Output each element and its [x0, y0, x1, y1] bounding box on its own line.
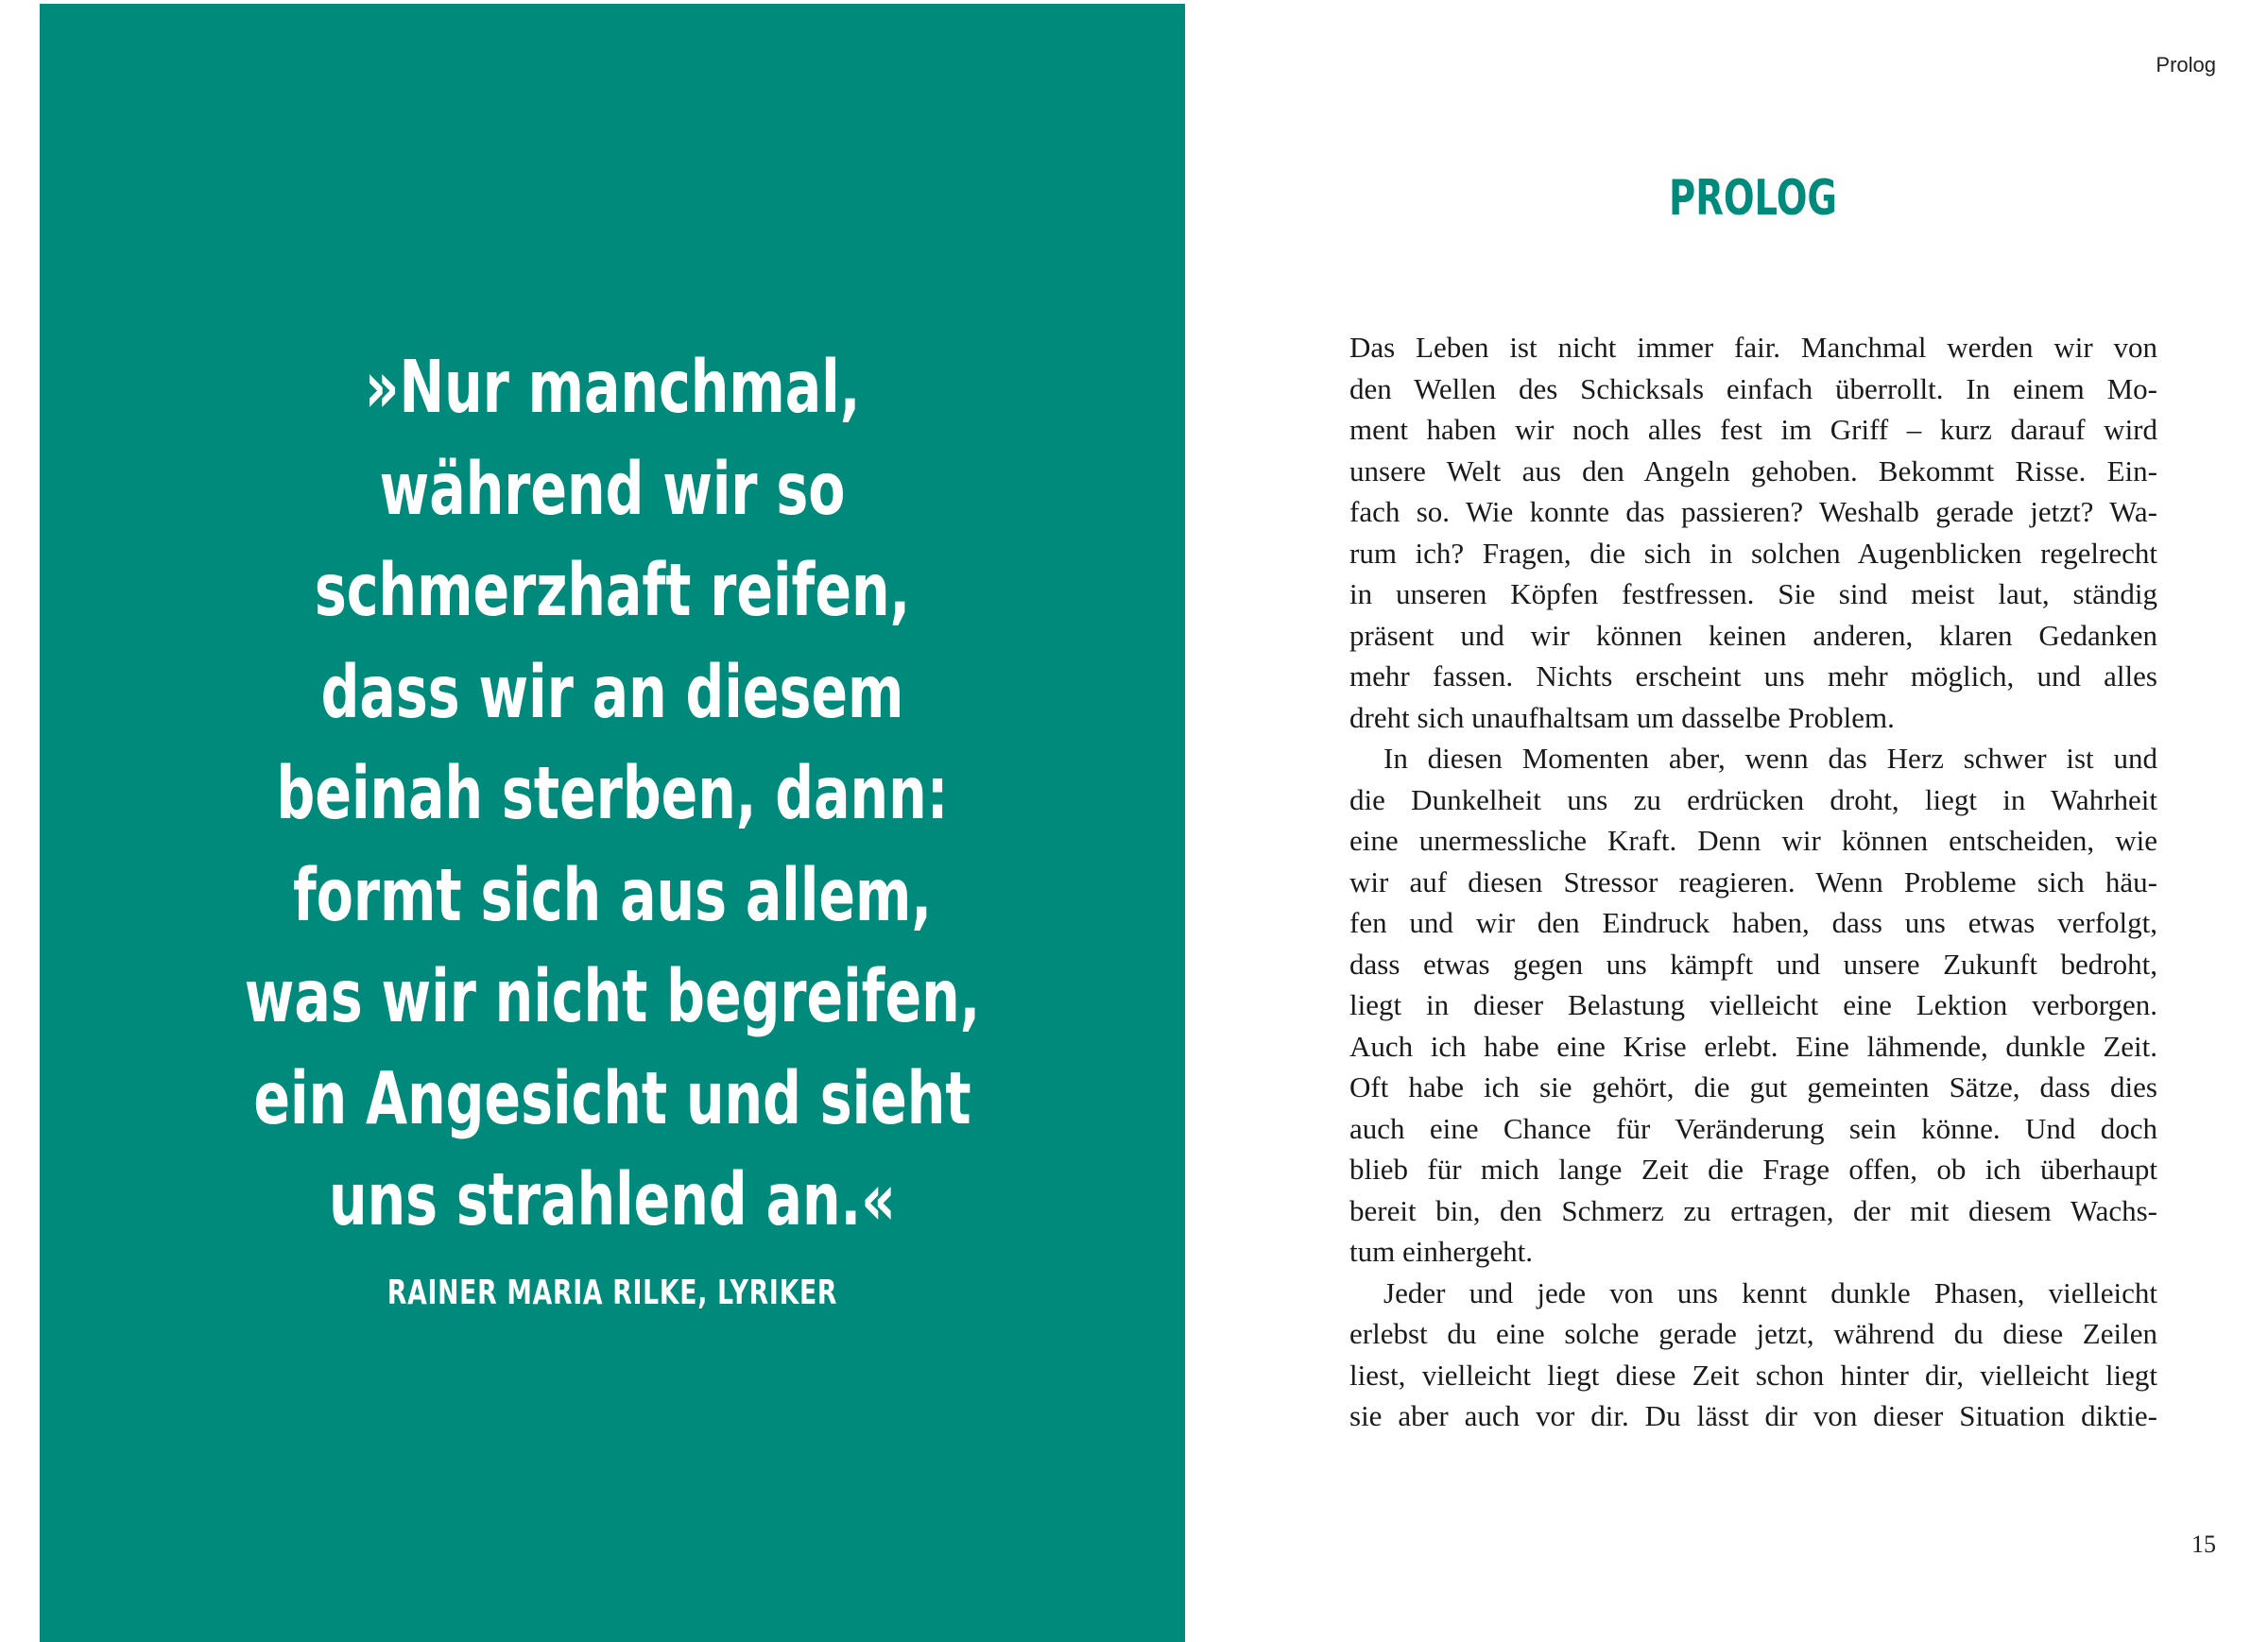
text-line: fen und wir den Eindruck haben, dass uns etwas verfolgt, [1349, 906, 2157, 939]
paragraph-3 [1349, 1273, 2157, 1437]
quote-attribution: RAINER MARIA RILKE, LYRIKER [387, 1274, 838, 1312]
text-line: eine unermessliche Kraft. Denn wir können entscheiden, wie [1349, 824, 2157, 857]
text-line: unsere Welt aus den Angeln gehoben. Bekommt Risse. Ein- [1349, 453, 2157, 487]
text-line: blieb für mich lange Zeit die Frage offen, ob ich überhaupt [1349, 1153, 2157, 1186]
paragraph-1 [1349, 327, 2157, 738]
text-line: auch eine Chance für Veränderung sein könne. Und doch [1349, 1111, 2157, 1145]
text-line: rum ich? Fragen, die sich in solchen Augenblicken regelrecht [1349, 536, 2157, 570]
text-line: liegt in dieser Belastung vielleicht eine Lektion verborgen. [1349, 988, 2157, 1021]
quote-line: schmerzhaft reifen, [314, 549, 911, 633]
quote-line: was wir nicht begreifen, [244, 955, 981, 1039]
quote-line: formt sich aus allem, [292, 853, 933, 938]
text-line: den Wellen des Schicksals einfach überrollt. In einem Mo- [1349, 371, 2157, 405]
page-number: 15 [2191, 1531, 2216, 1558]
text-line: Jeder und jede von uns kennt dunkle Phasen, vielleicht [1383, 1275, 2157, 1309]
text-line: tum einhergeht. [1349, 1235, 1533, 1268]
rilke-quote [189, 337, 1037, 1252]
text-line: liest, vielleicht liegt diese Zeit schon hinter dir, vielleicht liegt [1349, 1358, 2157, 1392]
text-line: präsent und wir können keinen anderen, klaren Gedanken [1349, 618, 2157, 652]
text-line: Oft habe ich sie gehört, die gut gemeinten Sätze, dass dies [1349, 1070, 2157, 1103]
text-line: fach so. Wie konnte das passieren? Weshalb gerade jetzt? Wa- [1349, 495, 2157, 528]
text-line: bereit bin, den Schmerz zu ertragen, der mit diesem Wachs- [1349, 1193, 2157, 1227]
text-line: wir auf diesen Stressor reagieren. Wenn Probleme sich häu- [1349, 864, 2157, 898]
text-line: Auch ich habe eine Krise erlebt. Eine lähmende, dunkle Zeit. [1349, 1029, 2157, 1063]
text-line: Das Leben ist nicht immer fair. Manchmal werden wir von [1349, 331, 2157, 364]
text-line: erlebst du eine solche gerade jetzt, während du diese Zeilen [1349, 1317, 2157, 1350]
text-line: mehr fassen. Nichts erscheint uns mehr möglich, und alles [1349, 659, 2157, 693]
text-line: die Dunkelheit uns zu erdrücken droht, liegt in Wahrheit [1349, 782, 2157, 816]
body-text [1349, 327, 2157, 1437]
text-line: dreht sich unaufhaltsam um dasselbe Problem. [1349, 700, 1895, 734]
quote-line: beinah sterben, dann: [276, 752, 949, 836]
quote-line: »Nur manchmal, [364, 346, 861, 430]
text-line: dass etwas gegen uns kämpft und unsere Zukunft bedroht, [1349, 947, 2157, 981]
text-line: In diesen Momenten aber, wenn das Herz schwer ist und [1383, 742, 2157, 775]
quote-line: dass wir an diesem [320, 650, 904, 735]
quote-line: während wir so [379, 447, 846, 532]
quote-line: uns strahlend an.« [328, 1158, 896, 1242]
running-head: Prolog [2156, 53, 2216, 77]
quote-line: ein Angesicht und sieht [253, 1056, 971, 1141]
paragraph-2 [1349, 738, 2157, 1273]
text-line: ment haben wir noch alles fest im Griff – kurz darauf wird [1349, 413, 2157, 446]
text-line: sie aber auch vor dir. Du lässt dir von dieser Situation diktie- [1349, 1399, 2157, 1432]
text-line: in unseren Köpfen festfressen. Sie sind meist laut, ständig [1349, 577, 2157, 610]
left-page-quote-panel [40, 4, 1185, 1642]
chapter-title: PROLOG [1669, 170, 1837, 227]
